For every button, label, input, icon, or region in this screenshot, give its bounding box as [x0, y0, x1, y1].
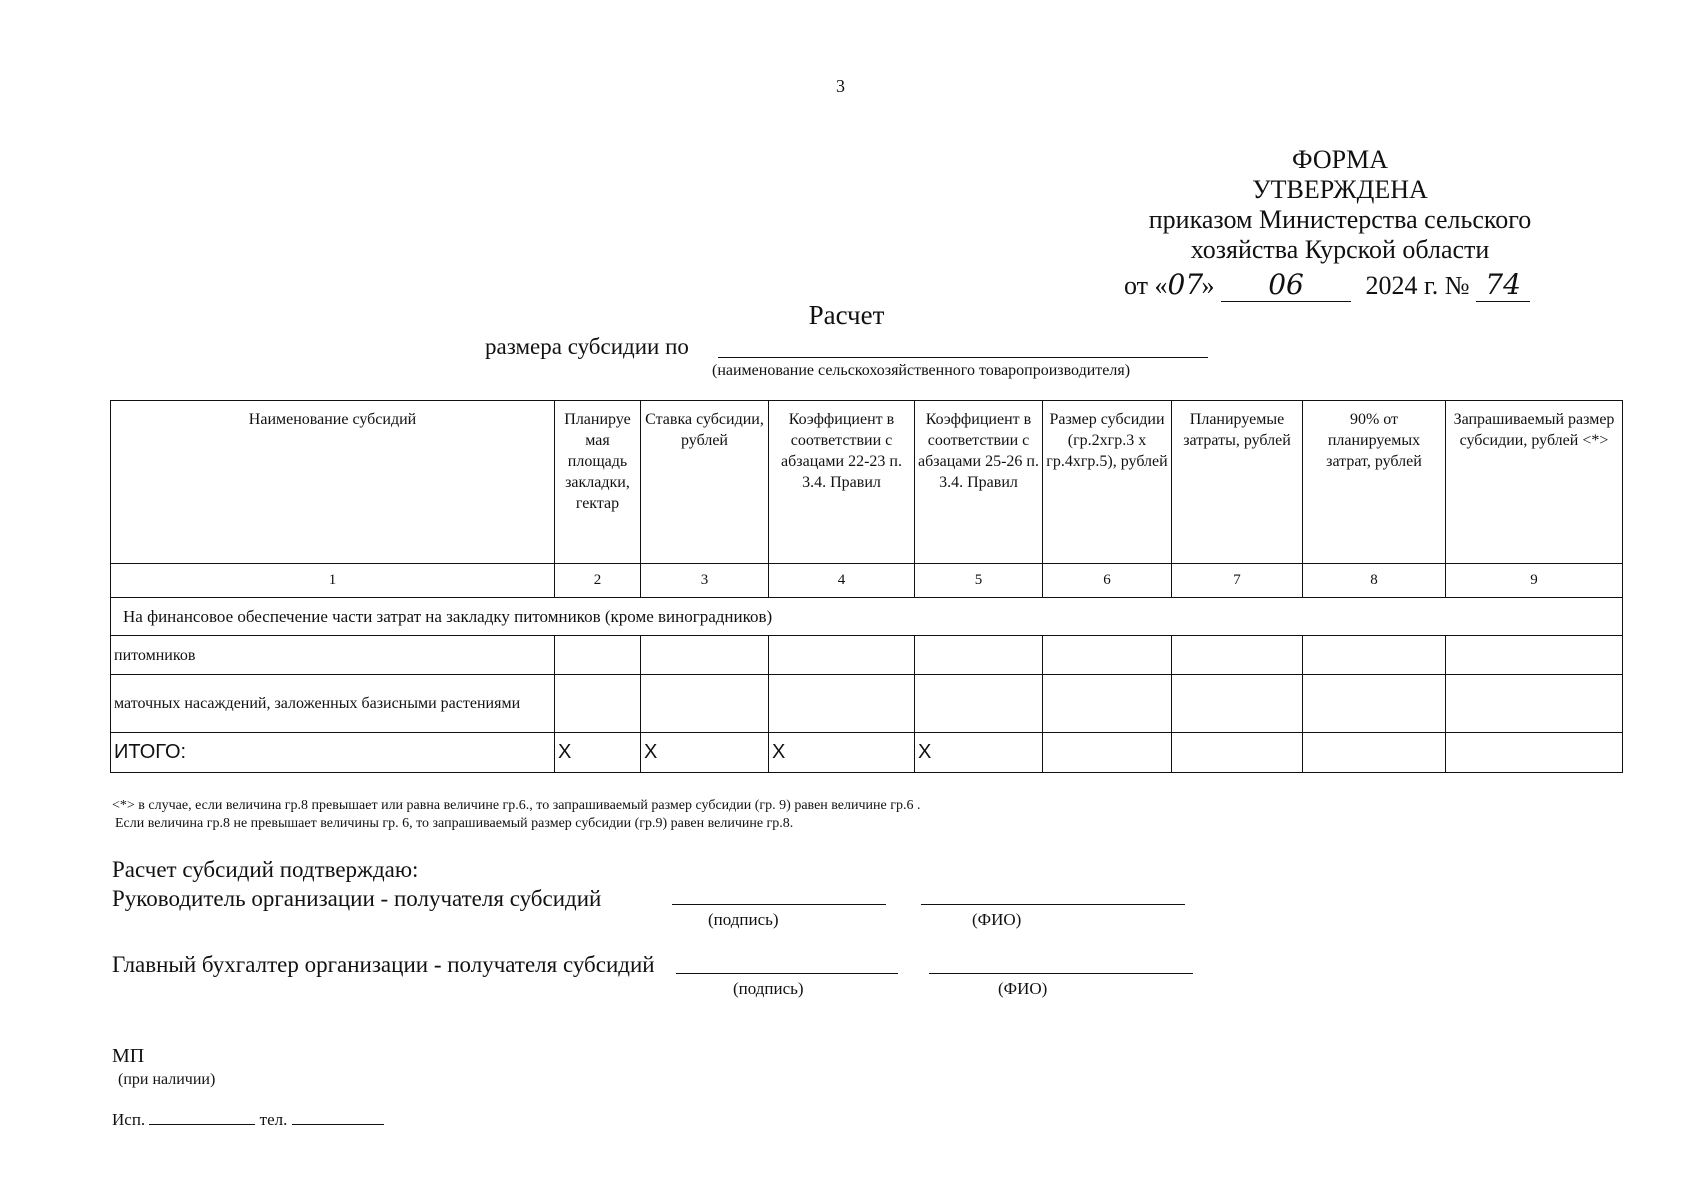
column-number: 6 [1043, 564, 1172, 598]
header-planned-area: Планируе мая площадь закладки, гектар [555, 401, 641, 564]
executor-line [112, 1110, 384, 1130]
phone-label: тел. [259, 1110, 288, 1129]
total-row [111, 733, 1623, 773]
table-cell [1043, 675, 1172, 733]
header-ninety-percent: 90% от планируемых затрат, рублей [1303, 401, 1446, 564]
table-cell [915, 636, 1043, 675]
accountant-name-line[interactable] [929, 973, 1193, 974]
page-number: 3 [836, 76, 845, 96]
date-open-quote: « [1154, 271, 1168, 300]
head-signature-line[interactable] [672, 904, 886, 905]
table-cell: X [915, 733, 1043, 773]
table-cell [1172, 636, 1303, 675]
phone-field[interactable] [292, 1124, 384, 1125]
column-number: 8 [1303, 564, 1446, 598]
accountant-signature-label: Главный бухгалтер организации - получателя субсидий [112, 952, 655, 977]
stamp-form-label: ФОРМА [1292, 145, 1388, 174]
producer-name-caption: (наименование сельскохозяйственного товаропроизводителя) [712, 362, 1131, 379]
stamp-approved-label: УТВЕРЖДЕНА [1252, 175, 1428, 204]
table-cell [1303, 636, 1446, 675]
table-cell [1172, 675, 1303, 733]
section-title: На финансовое обеспечение части затрат на закладку питомников (кроме виноградников) [111, 598, 1623, 636]
handwritten-month: 06 [1268, 268, 1304, 301]
table-cell [1446, 733, 1623, 773]
header-coefficient-22-23: Коэффициент в соответствии с абзацами 22-23 п. 3.4. Правил [769, 401, 915, 564]
name-caption: (ФИО) [972, 910, 1022, 929]
column-number: 3 [641, 564, 769, 598]
table-cell [555, 675, 641, 733]
order-number-field [1476, 268, 1530, 302]
column-number: 9 [1446, 564, 1623, 598]
column-number: 7 [1172, 564, 1303, 598]
table-cell [1043, 636, 1172, 675]
table-cell [769, 675, 915, 733]
accountant-signature-line[interactable] [676, 973, 898, 974]
executor-field[interactable] [149, 1124, 255, 1125]
seal-place-label: МП [112, 1045, 145, 1067]
handwritten-order-number: 74 [1485, 268, 1521, 301]
footnote-line: <*> в случае, если величина гр.8 превышает или равна величине гр.6., то запрашиваемый размер субсидии (гр. 9) равен величине гр.6 . [112, 798, 921, 813]
total-label: ИТОГО: [111, 733, 555, 773]
subsidy-calculation-table [110, 400, 1623, 773]
column-number-row [111, 564, 1623, 598]
footnote-line: Если величина гр.8 не превышает величины гр. 6, то запрашиваемый размер субсидии (гр.9) равен величине гр.8. [115, 816, 794, 831]
table-cell [1172, 733, 1303, 773]
header-requested-amount: Запрашиваемый размер субсидии, рублей <*> [1446, 401, 1623, 564]
approval-stamp [1120, 145, 1560, 265]
header-subsidy-name: Наименование субсидий [111, 401, 555, 564]
table-cell: X [555, 733, 641, 773]
header-coefficient-25-26: Коэффициент в соответствии с абзацами 25-26 п. 3.4. Правил [915, 401, 1043, 564]
table-cell [1446, 636, 1623, 675]
date-prefix: от [1124, 271, 1149, 300]
month-field [1221, 268, 1351, 302]
name-caption: (ФИО) [998, 979, 1048, 998]
table-cell [555, 636, 641, 675]
approval-date-line [1124, 268, 1530, 302]
section-row [111, 598, 1623, 636]
head-name-line[interactable] [921, 904, 1185, 905]
document-subtitle: размера субсидии по [485, 334, 689, 359]
table-header-row [111, 401, 1623, 564]
table-row [111, 636, 1623, 675]
date-close-quote: » [1201, 271, 1215, 300]
signature-caption: (подпись) [708, 910, 779, 929]
column-number: 5 [915, 564, 1043, 598]
table-row [111, 675, 1623, 733]
table-cell [769, 636, 915, 675]
producer-name-line [718, 357, 1208, 358]
table-cell [641, 675, 769, 733]
table-cell: X [769, 733, 915, 773]
header-subsidy-rate: Ставка субсидии, рублей [641, 401, 769, 564]
table-cell [915, 675, 1043, 733]
confirmation-heading: Расчет субсидий подтверждаю: [112, 857, 419, 882]
document-title: Расчет [808, 300, 885, 330]
handwritten-day: 07 [1167, 268, 1204, 301]
stamp-order-line: приказом Министерства сельского [1148, 205, 1532, 234]
table-cell [641, 636, 769, 675]
column-number: 1 [111, 564, 555, 598]
footnote [112, 797, 920, 833]
stamp-ministry-line: хозяйства Курской области [1190, 235, 1490, 264]
seal-place-note: (при наличии) [118, 1071, 216, 1088]
row-name: питомников [111, 636, 555, 675]
signature-caption: (подпись) [733, 979, 804, 998]
executor-label: Исп. [112, 1110, 146, 1129]
table-cell [1303, 675, 1446, 733]
header-subsidy-amount: Размер субсидии (гр.2хгр.3 х гр.4хгр.5), рублей [1043, 401, 1172, 564]
row-name: маточных насаждений, заложенных базисными растениями [111, 675, 555, 733]
header-planned-costs: Планируемые затраты, рублей [1172, 401, 1303, 564]
table-cell [1043, 733, 1172, 773]
table-cell [1303, 733, 1446, 773]
table-cell: X [641, 733, 769, 773]
column-number: 2 [555, 564, 641, 598]
year-label: 2024 г. № [1365, 271, 1470, 300]
head-signature-label: Руководитель организации - получателя субсидий [112, 886, 602, 911]
table-cell [1446, 675, 1623, 733]
column-number: 4 [769, 564, 915, 598]
